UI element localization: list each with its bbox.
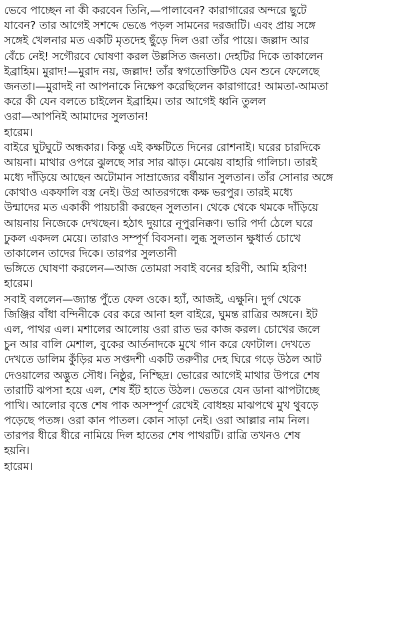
text-line: দেখতে ডালিম কুঁড়ির মত সপ্তদশী একটি তরুণীর দেহ ঘিরে গড়ে উঠল আট	[4, 353, 322, 367]
text-line: আয়নায় নিজেকে দেখছেন। হঠাৎ দুয়ারে নূপুরনিক্কণ। ভারি পর্দা ঠেলে ঘরে	[4, 216, 313, 230]
text-line: পাখি। আলোর বৃত্তে শেষ পাক অসম্পূর্ণ রেখেই বোধহয় মাঝপথে মুখ থুবড়ে	[4, 398, 319, 412]
text-line: ঢুকল একদল মেয়ে। তারাও সম্পূর্ণ বিবসনা। লুব্ধ সুলতান ক্ষুধার্ত চোখে	[4, 231, 301, 245]
text-line: সবাই বললেন—জ্যান্ত পুঁতে ফেল ওকে। হ্যাঁ, আজই, এক্ষুনি। দুর্গ থেকে	[4, 292, 301, 306]
text-line: ইব্রাহিম। মুরাদ!—মুরাদ নয়, জল্লাদ! তাঁর স্বগতোক্তিটিও যেন শুনে ফেলেছে	[4, 64, 320, 78]
text-line: হারেম।	[4, 125, 33, 139]
text-line: চুন আর বালি মেশাল, বুকের আর্তনাদকে মুখে গান করে ফোটাল। দেখতে	[4, 338, 311, 352]
text-line: এল, পাথর এল। মশালের আলোয় ওরা রাত ভর কাজ করল। চোখের জলে	[4, 322, 320, 336]
text-line: জনতা।—মুরাদই না আপনাকে নিক্ষেপ করেছিলেন কারাগারে! আমতা-আমতা	[4, 79, 329, 93]
text-line: উন্মাদের মত একাকী পায়চারী করছেন সুলতান। থেকে থেকে থমকে দাঁড়িয়ে	[4, 201, 319, 215]
text-line: মধ্যে দাঁড়িয়ে আছেন অটোমান সাম্রাজ্যের বর্ষীয়ান সুলতান। তাঁর সোনার অঙ্গে	[4, 171, 333, 185]
text-line: তারপর ধীরে ধীরে নামিয়ে দিল হাতের শেষ পাথরটি। রাত্রি তখনও শেষ	[4, 429, 301, 443]
text-line: আয়না। মাথার ওপরে ঝুলছে সার সার ঝাড়। মেঝেয় বাহারি গালিচা। তারই	[4, 155, 317, 169]
text-line: বাইরে ঘুটঘুটে অন্ধকার। কিন্তু এই কক্ষটিতে দিনের রোশনাই। ঘরের চারদিকে	[4, 140, 321, 154]
text-line: কোথাও একফালি বস্ত্র নেই। উগ্র আতরগন্ধে কক্ষ ভরপুর। তারই মধ্যে	[4, 186, 293, 200]
text-line: জিঞ্জির বাঁধা বন্দিনীকে বের করে আনা হল বাইরে, ঘুমন্ত রাত্রির অঙ্গনে। ইট	[4, 307, 318, 321]
text-line: হয়নি।	[4, 444, 30, 458]
text-line: দেওয়ালের অদ্ভুত সৌধ। নিষ্ঠুর, নিশ্ছিদ্র। ভোরের আগেই মাথার উপরে শেষ	[4, 368, 320, 382]
text-line: সঙ্গেই খেলনার মত একটি মৃতদেহ ছুঁড়ে দিল ওরা তাঁর পায়ে। জল্লাদ আর	[4, 34, 309, 48]
text-line: হারেম।	[4, 459, 33, 473]
text-line: তারাটি ঝপসা হয়ে এল, শেষ ইঁট হাতে উঠল। ভেতরে যেন ডানা ঝাপটাচ্ছে	[4, 383, 320, 397]
text-line: যাবেন? তার আগেই সশব্দে ভেঙে পড়ল সামনের দরজাটি। এবং প্রায় সঙ্গে	[4, 19, 316, 33]
text-line: তাকালেন তাদের দিকে। তারপর সুলতানী	[4, 247, 177, 260]
text-line: ভঙ্গিতে ঘোষণা করলেন—আজ তোমরা সবাই বনের হরিণী, আমি হরিণ!	[4, 262, 308, 276]
text-line: পড়েছে পতঙ্গ। ওরা কান পাতল। কোন সাড়া নেই। ওরা আল্লার নাম নিল।	[4, 414, 310, 428]
text-line: হারেম।	[4, 277, 33, 291]
text-line: ভেবে পাচ্ছেন না কী করবেন তিনি,—পালাবেন? কারাগারের অন্দরে ছুটে	[4, 4, 307, 17]
text-line: ওরা—আপনিই আমাদের সুলতান!	[4, 110, 149, 124]
text-line: বেঁচে নেই! সগৌরবে ঘোষণা করল উল্লসিত জনতা। দেহটির দিকে তাকালেন	[4, 49, 324, 63]
text-line: করে কী যেন বলতে চাইলেন ইব্রাহিম। তার আগেই ধ্বনি তুলল	[4, 95, 266, 109]
document-page	[4, 3, 396, 625]
